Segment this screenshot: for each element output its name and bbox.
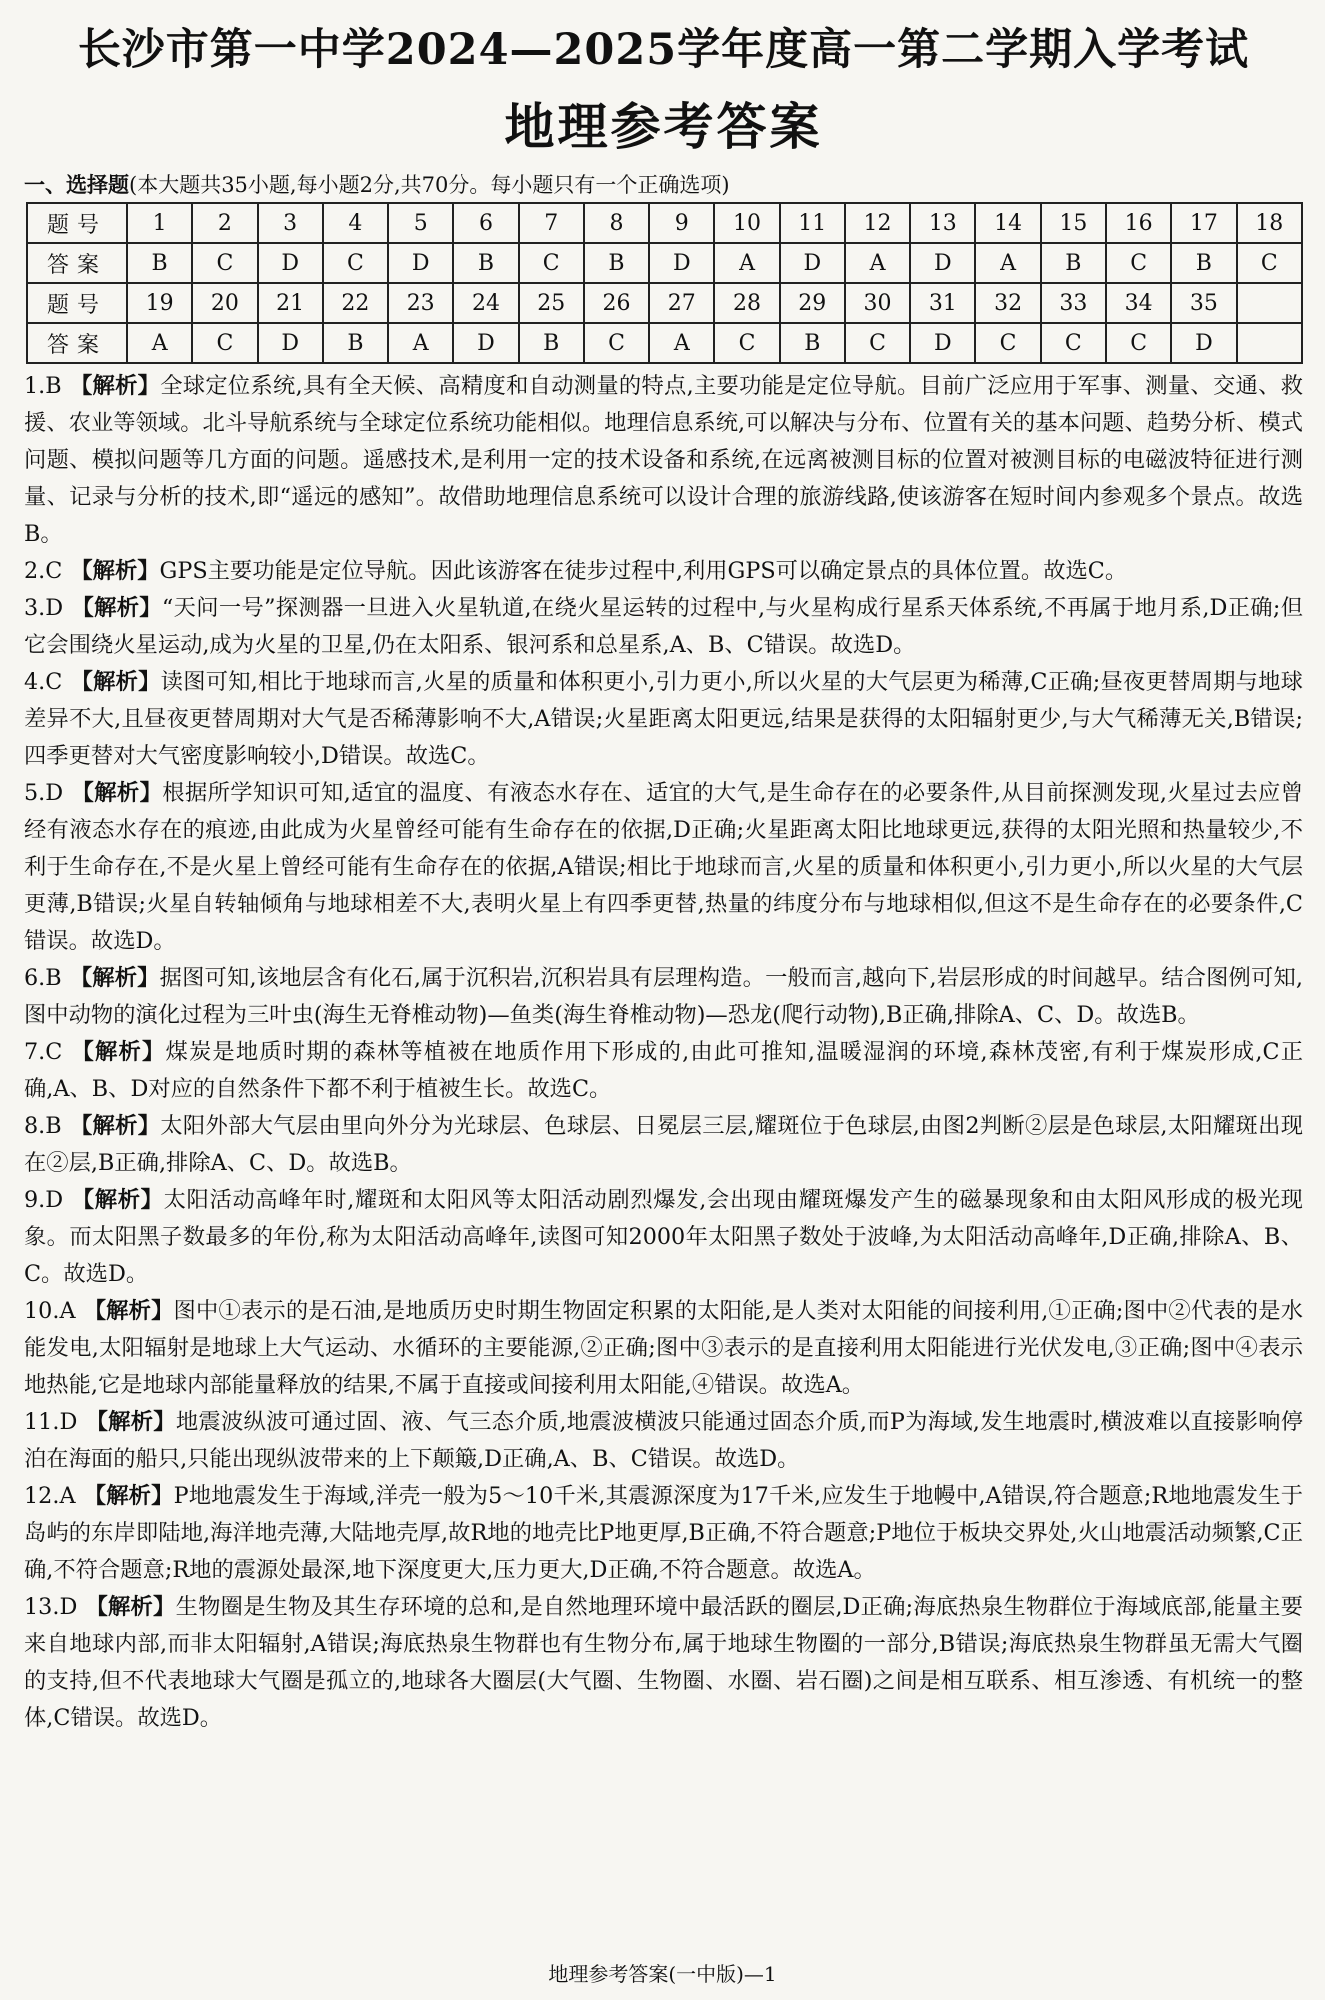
explanation-item xyxy=(24,775,1303,960)
answer-cell: D xyxy=(388,243,453,283)
answer-cell: D xyxy=(453,323,518,363)
analysis-tag: 【解析】 xyxy=(83,1298,174,1324)
analysis-tag: 【解析】 xyxy=(69,965,160,991)
answer-cell: B xyxy=(519,323,584,363)
question-number-cell: 21 xyxy=(258,283,323,323)
analysis-text: 地震波纵波可通过固、液、气三态介质,地震波横波只能通过固态介质,而P为海域,发生地震时,横波难以直接影响停泊在海面的船只,只能出现纵波带来的上下颠簸,D正确,A、B、C错误。故选D。 xyxy=(24,1409,1303,1472)
item-answer: 11.D xyxy=(24,1409,78,1435)
analysis-text: 全球定位系统,具有全天候、高精度和自动测量的特点,主要功能是定位导航。目前广泛应用于军事、测量、交通、救援、农业等领域。北斗导航系统与全球定位系统功能相似。地理信息系统,可以解决与分布、位置有关的基本问题、趋势分析、模式问题、模拟问题等几方面的问题。遥感技术,是利用一定的技术设备和系统,在远离被测目标的位置对被测目标的电磁波特征进行测量、记录与分析的技术,即“遥远的感知”。故借助地理信息系统可以设计合理的旅游线路,使该游客在短时间内参观多个景点。故选B。 xyxy=(24,373,1303,547)
analysis-text: 根据所学知识可知,适宜的温度、有液态水存在、适宜的大气,是生命存在的必要条件,从目前探测发现,火星过去应曾经有液态水存在的痕迹,由此成为火星曾经可能有生命存在的依据,D正确;火星距离太阳比地球更远,获得的太阳光照和热量较少,不利于生命存在,不是火星上曾经可能有生命存在的依据,A错误;相比于地球而言,火星的质量和体积更小,引力更小,所以火星的大气层更薄,B错误;火星自转轴倾角与地球相差不大,表明火星上有四季更替,热量的纬度分布与地球相似,但这不是生命存在的必要条件,C错误。故选D。 xyxy=(24,780,1303,954)
answer-cell: C xyxy=(1041,323,1106,363)
answer-row-label: 答案 xyxy=(27,323,127,363)
analysis-text: 煤炭是地质时期的森林等植被在地质作用下形成的,由此可推知,温暖湿润的环境,森林茂密,有利于煤炭形成,C正确,A、B、D对应的自然条件下都不利于植被生长。故选C。 xyxy=(24,1039,1303,1102)
question-number-cell: 20 xyxy=(192,283,257,323)
item-answer: 8.B xyxy=(24,1113,62,1139)
answer-cell: A xyxy=(714,243,779,283)
page-title: 长沙市第一中学2024—2025学年度高一第二学期入学考试 xyxy=(77,25,1250,75)
explanation-item xyxy=(24,1293,1303,1404)
analysis-tag: 【解析】 xyxy=(70,558,160,584)
question-number-cell: 27 xyxy=(649,283,714,323)
answer-cell: C xyxy=(975,323,1040,363)
answer-cell: B xyxy=(1171,243,1236,283)
item-answer: 1.B xyxy=(24,373,62,399)
explanation-item xyxy=(24,1108,1303,1182)
analysis-text: 太阳外部大气层由里向外分为光球层、色球层、日冕层三层,耀斑位于色球层,由图2判断②层是色球层,太阳耀斑出现在②层,B正确,排除A、C、D。故选B。 xyxy=(24,1113,1303,1176)
question-number-cell: 10 xyxy=(714,203,779,243)
answer-cell: B xyxy=(1041,243,1106,283)
analysis-tag: 【解析】 xyxy=(69,1113,161,1139)
answer-cell: C xyxy=(192,323,257,363)
answer-cell: D xyxy=(780,243,845,283)
question-number-cell: 13 xyxy=(910,203,975,243)
answer-cell: D xyxy=(258,323,323,363)
question-number-cell: 29 xyxy=(780,283,845,323)
explanation-item xyxy=(24,1404,1303,1478)
explanation-item xyxy=(24,1589,1303,1737)
question-number-cell: 19 xyxy=(127,283,192,323)
answer-cell: C xyxy=(845,323,910,363)
answer-table xyxy=(26,202,1303,364)
answer-cell: C xyxy=(1106,243,1171,283)
analysis-tag: 【解析】 xyxy=(71,780,163,806)
answer-cell: A xyxy=(649,323,714,363)
question-number-cell: 4 xyxy=(323,203,388,243)
explanation-item xyxy=(24,553,1303,590)
answer-cell: C xyxy=(192,243,257,283)
question-number-cell: 35 xyxy=(1171,283,1236,323)
section-note: (本大题共35小题,每小题2分,共70分。每小题只有一个正确选项) xyxy=(129,173,730,197)
analysis-text: GPS主要功能是定位导航。因此该游客在徒步过程中,利用GPS可以确定景点的具体位置。故选C。 xyxy=(159,558,1128,584)
analysis-tag: 【解析】 xyxy=(83,1483,174,1509)
answer-cell: A xyxy=(845,243,910,283)
question-number-cell: 26 xyxy=(584,283,649,323)
question-number-row xyxy=(27,203,1302,243)
analysis-tag: 【解析】 xyxy=(69,373,161,399)
section-heading xyxy=(24,170,1303,200)
analysis-text: P地地震发生于海域,洋壳一般为5～10千米,其震源深度为17千米,应发生于地幔中,A错误,符合题意;R地地震发生于岛屿的东岸即陆地,海洋地壳薄,大陆地壳厚,故R地的地壳比P地更厚,B正确,不符合题意;P地位于板块交界处,火山地震活动频繁,C正确,不符合题意;R地的震源处最深,地下深度更大,压力更大,D正确,不符合题意。故选A。 xyxy=(24,1483,1303,1583)
analysis-tag: 【解析】 xyxy=(70,1039,166,1065)
analysis-text: 据图可知,该地层含有化石,属于沉积岩,沉积岩具有层理构造。一般而言,越向下,岩层形成的时间越早。结合图例可知,图中动物的演化过程为三叶虫(海生无脊椎动物)—鱼类(海生脊椎动物)—恐龙(爬行动物),B正确,排除A、C、D。故选B。 xyxy=(24,965,1303,1028)
question-number-cell: 34 xyxy=(1106,283,1171,323)
answer-cell: A xyxy=(127,323,192,363)
question-number-row xyxy=(27,283,1302,323)
analysis-text: 太阳活动高峰年时,耀斑和太阳风等太阳活动剧烈爆发,会出现由耀斑爆发产生的磁暴现象和由太阳风形成的极光现象。而太阳黑子数最多的年份,称为太阳活动高峰年,读图可知2000年太阳黑子数处于波峰,为太阳活动高峰年,D正确,排除A、B、C。故选D。 xyxy=(24,1187,1303,1287)
answer-cell: B xyxy=(584,243,649,283)
question-number-cell: 33 xyxy=(1041,283,1106,323)
analysis-text: 读图可知,相比于地球而言,火星的质量和体积更小,引力更小,所以火星的大气层更为稀薄,C正确;昼夜更替周期与地球差异不大,且昼夜更替周期对大气是否稀薄影响不大,A错误;火星距离太阳更远,结果是获得的太阳辐射更少,与大气稀薄无关,B错误;四季更替对大气密度影响较小,D错误。故选C。 xyxy=(24,669,1303,769)
analysis-text: “天问一号”探测器一旦进入火星轨道,在绕火星运转的过程中,与火星构成行星系天体系统,不再属于地月系,D正确;但它会围绕火星运动,成为火星的卫星,仍在太阳系、银河系和总星系,A、B、C错误。故选D。 xyxy=(24,595,1303,658)
answer-cell: D xyxy=(910,323,975,363)
question-number-cell: 22 xyxy=(323,283,388,323)
item-answer: 10.A xyxy=(24,1298,76,1324)
item-answer: 2.C xyxy=(24,558,63,584)
section-label: 一、选择题 xyxy=(24,173,129,197)
answer-cell: D xyxy=(649,243,714,283)
answer-cell xyxy=(1237,323,1302,363)
answer-cell: B xyxy=(323,323,388,363)
item-answer: 4.C xyxy=(24,669,63,695)
explanation-item xyxy=(24,664,1303,775)
answer-cell: C xyxy=(714,323,779,363)
question-number-cell: 12 xyxy=(845,203,910,243)
question-number-cell: 24 xyxy=(453,283,518,323)
question-number-cell: 25 xyxy=(519,283,584,323)
explanation-item xyxy=(24,960,1303,1034)
question-number-cell: 6 xyxy=(453,203,518,243)
question-number-cell: 28 xyxy=(714,283,779,323)
answer-cell: A xyxy=(388,323,453,363)
item-answer: 3.D xyxy=(24,595,64,621)
explanation-list xyxy=(24,368,1303,1737)
answer-cell: D xyxy=(1171,323,1236,363)
analysis-tag: 【解析】 xyxy=(71,1187,164,1213)
answer-cell: C xyxy=(1237,243,1302,283)
item-answer: 12.A xyxy=(24,1483,76,1509)
question-number-cell: 32 xyxy=(975,283,1040,323)
question-number-row-label: 题号 xyxy=(27,283,127,323)
answer-cell: C xyxy=(584,323,649,363)
answer-cell: B xyxy=(453,243,518,283)
question-number-row-label: 题号 xyxy=(27,203,127,243)
answer-cell: A xyxy=(975,243,1040,283)
analysis-tag: 【解析】 xyxy=(70,669,161,695)
answer-row xyxy=(27,243,1302,283)
question-number-cell xyxy=(1237,283,1302,323)
question-number-cell: 23 xyxy=(388,283,453,323)
question-number-cell: 17 xyxy=(1171,203,1236,243)
question-number-cell: 30 xyxy=(845,283,910,323)
answer-cell: D xyxy=(910,243,975,283)
answer-cell: B xyxy=(780,323,845,363)
explanation-item xyxy=(24,1182,1303,1293)
question-number-cell: 3 xyxy=(258,203,323,243)
question-number-cell: 5 xyxy=(388,203,453,243)
analysis-text: 图中①表示的是石油,是地质历史时期生物固定积累的太阳能,是人类对太阳能的间接利用,①正确;图中②代表的是水能发电,太阳辐射是地球上大气运动、水循环的主要能源,②正确;图中③表示的是直接利用太阳能进行光伏发电,③正确;图中④表示地热能,它是地球内部能量释放的结果,不属于直接或间接利用太阳能,④错误。故选A。 xyxy=(24,1298,1303,1398)
question-number-cell: 9 xyxy=(649,203,714,243)
item-answer: 9.D xyxy=(24,1187,64,1213)
question-number-cell: 31 xyxy=(910,283,975,323)
analysis-text: 生物圈是生物及其生存环境的总和,是自然地理环境中最活跃的圈层,D正确;海底热泉生物群位于海域底部,能量主要来自地球内部,而非太阳辐射,A错误;海底热泉生物群也有生物分布,属于地球生物圈的一部分,B错误;海底热泉生物群虽无需大气圈的支持,但不代表地球大气圈是孤立的,地球各大圈层(大气圈、生物圈、水圈、岩石圈)之间是相互联系、相互渗透、有机统一的整体,C错误。故选D。 xyxy=(24,1594,1303,1731)
answer-cell: D xyxy=(258,243,323,283)
question-number-cell: 8 xyxy=(584,203,649,243)
answer-row-label: 答案 xyxy=(27,243,127,283)
question-number-cell: 11 xyxy=(780,203,845,243)
question-number-cell: 7 xyxy=(519,203,584,243)
analysis-tag: 【解析】 xyxy=(85,1409,176,1435)
item-answer: 7.C xyxy=(24,1039,63,1065)
item-answer: 13.D xyxy=(24,1594,78,1620)
page-footer: 地理参考答案(一中版)—1 xyxy=(548,1962,777,1986)
question-number-cell: 14 xyxy=(975,203,1040,243)
explanation-item xyxy=(24,590,1303,664)
analysis-tag: 【解析】 xyxy=(71,595,162,621)
answer-cell: C xyxy=(519,243,584,283)
explanation-item xyxy=(24,1478,1303,1589)
question-number-cell: 15 xyxy=(1041,203,1106,243)
question-number-cell: 16 xyxy=(1106,203,1171,243)
explanation-item xyxy=(24,1034,1303,1108)
question-number-cell: 18 xyxy=(1237,203,1302,243)
answer-cell: C xyxy=(323,243,388,283)
answer-cell: C xyxy=(1106,323,1171,363)
item-answer: 6.B xyxy=(24,965,62,991)
item-answer: 5.D xyxy=(24,780,64,806)
answer-row xyxy=(27,323,1302,363)
question-number-cell: 1 xyxy=(127,203,192,243)
answer-cell: B xyxy=(127,243,192,283)
page-subtitle: 地理参考答案 xyxy=(504,98,823,156)
analysis-tag: 【解析】 xyxy=(85,1594,176,1620)
question-number-cell: 2 xyxy=(192,203,257,243)
explanation-item xyxy=(24,368,1303,553)
